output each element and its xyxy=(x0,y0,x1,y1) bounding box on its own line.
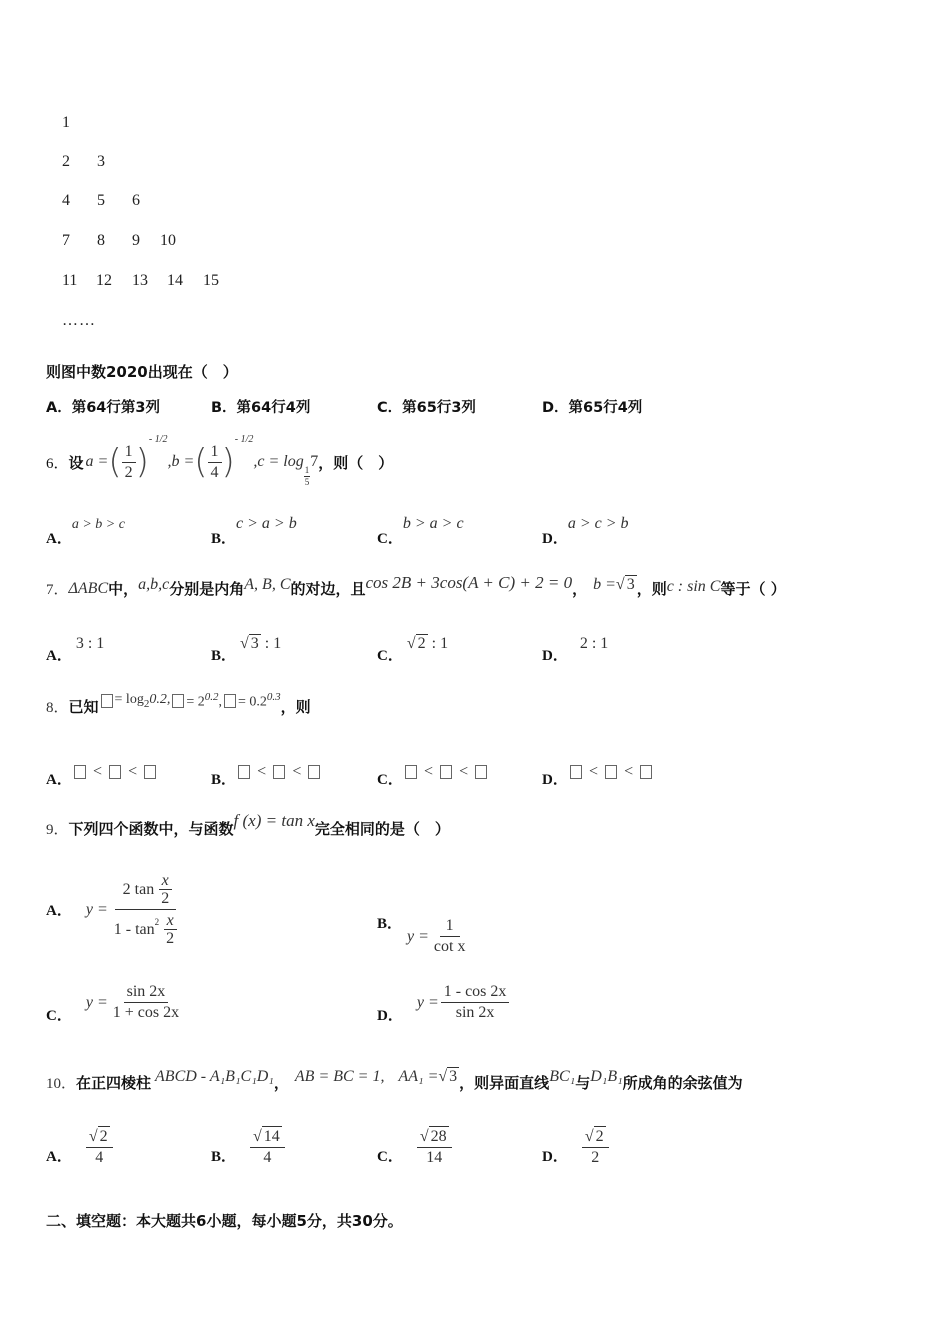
q7-text: 等于（ ） xyxy=(720,580,786,598)
q10-line2: D₁B₁ xyxy=(590,1067,623,1085)
q6-exp-a: - 1/2 xyxy=(148,434,168,445)
q10-line1: BC₁ xyxy=(549,1067,576,1085)
q7-text: 中， xyxy=(108,580,139,598)
q6-b-label: ,b = xyxy=(167,453,195,470)
q6-a-label: a = xyxy=(85,453,109,470)
q5-option-a[interactable]: A．第64行第3列 xyxy=(46,400,160,416)
q8-suffix: ，则 xyxy=(280,698,311,716)
placeholder-box xyxy=(101,694,113,708)
q9-option-c[interactable]: C． y = $\frac{\sin 2x}{1 + \cos 2x}$ xyxy=(46,983,180,1024)
q6-number: 6． xyxy=(46,455,69,472)
q10-option-c[interactable]: C． $\frac{√ 28}{14}$ xyxy=(377,1126,452,1168)
q7-option-a[interactable]: A．3 : 1 xyxy=(46,635,105,664)
q10-text: 所成角的余弦值为 xyxy=(622,1074,743,1092)
q6-option-d[interactable]: D．a > c > b xyxy=(542,515,629,547)
q9-option-d[interactable]: D． y = $\frac{1 - \cos 2x}{\sin 2x}$ xyxy=(377,982,509,1023)
q5-option-d[interactable]: D．第65行4列 xyxy=(542,400,643,416)
q8-option-d[interactable]: D． < < xyxy=(542,760,654,781)
q8-number: 8． xyxy=(46,700,69,716)
q6-exp-b: - 1/2 xyxy=(234,434,254,445)
q6-c-base: $\frac{1}{5}$ xyxy=(304,464,310,487)
placeholder-box xyxy=(224,694,236,708)
triangle-cell: 5 xyxy=(97,192,105,209)
q10-eq2: AA₁ = xyxy=(398,1067,439,1085)
q5-question: 则图中数2020出现在（ ） xyxy=(46,363,238,381)
q6-half-fraction: $\frac{1}{2}$ xyxy=(122,442,136,483)
q7-sides: a,b,c xyxy=(138,575,170,593)
q7-triangle: ΔABC xyxy=(68,579,109,597)
q7-text: ， xyxy=(572,580,588,598)
q10-option-b[interactable]: B． $\frac{√ 14}{4}$ xyxy=(211,1126,285,1168)
triangle-cell: 15 xyxy=(203,272,219,289)
triangle-cell: 11 xyxy=(62,272,78,289)
q10-prism: ABCD - A₁B₁C₁D₁ xyxy=(155,1067,274,1085)
triangle-cell: 9 xyxy=(132,232,140,249)
q7-text: 分别是内角 xyxy=(169,580,245,598)
q10-text: 与 xyxy=(575,1074,591,1092)
triangle-cell: 3 xyxy=(97,153,105,170)
q10-option-a[interactable]: A． $\frac{√ 2}{4}$ xyxy=(46,1126,113,1168)
triangle-cell: 1 xyxy=(62,114,70,131)
q6-option-b[interactable]: B．c > a > b xyxy=(211,515,297,547)
q7-equation: cos 2B + 3cos(A + C) + 2 = 0 xyxy=(365,572,573,592)
q7-text: ，则 xyxy=(636,580,667,598)
paren-right: ) xyxy=(135,442,149,482)
q10-text: ， xyxy=(273,1074,289,1092)
q6-suffix: ，则（ ） xyxy=(318,453,394,472)
triangle-cell: 7 xyxy=(62,232,70,249)
q7-b-val: √ 3 xyxy=(615,576,635,593)
q6-option-c[interactable]: C．b > a > c xyxy=(377,515,464,547)
q6-c-label: ,c = log xyxy=(253,453,304,470)
q10-eq1: AB = BC = 1, xyxy=(294,1067,385,1085)
q8-option-a[interactable]: A． < < xyxy=(46,760,158,781)
q8-stem xyxy=(46,690,311,717)
q9-option-a[interactable]: A． y = 2 tan $\frac{x}{2}$ 1 - tan 2 $\frac{x}{2}$ xyxy=(46,872,181,947)
q7-stem xyxy=(46,572,786,599)
q10-text: ，则异面直线 xyxy=(459,1074,550,1092)
triangle-cell: 12 xyxy=(96,272,112,289)
triangle-cell: 2 xyxy=(62,153,70,170)
q5-option-c[interactable]: C．第65行3列 xyxy=(377,400,476,416)
q7-text: 的对边，且 xyxy=(290,580,366,598)
q9-number: 9． xyxy=(46,822,69,838)
q10-number: 10． xyxy=(46,1076,77,1092)
q7-option-d[interactable]: D．2 : 1 xyxy=(542,635,609,664)
q9-function: f (x) = tan x xyxy=(233,810,315,830)
q7-option-c[interactable]: C．√ 2 : 1 xyxy=(377,635,449,664)
q10-prefix: 在正四棱柱 xyxy=(76,1074,152,1092)
q7-number: 7． xyxy=(46,582,69,598)
paren-left: ( xyxy=(194,442,208,482)
triangle-cell: 13 xyxy=(132,272,148,289)
q7-option-b[interactable]: B．√ 3 : 1 xyxy=(211,635,282,664)
q8-prefix: 已知 xyxy=(68,698,99,716)
triangle-cell: 10 xyxy=(160,232,176,249)
q8-expr-3: = $0.2^{0.3}$ xyxy=(237,690,281,710)
paren-right: ) xyxy=(221,442,235,482)
q6-c-arg: 7 xyxy=(310,453,319,470)
triangle-cell: 4 xyxy=(62,192,70,209)
q5-option-b[interactable]: B．第64行4列 xyxy=(211,400,311,416)
q6-stem xyxy=(46,432,393,492)
q9-prefix: 下列四个函数中，与函数 xyxy=(68,820,234,838)
section-title: 二、填空题：本大题共6小题，每小题5分，共30分。 xyxy=(46,1212,403,1230)
triangle-cell: 14 xyxy=(167,272,183,289)
q8-option-c[interactable]: C． < < xyxy=(377,760,489,781)
q7-b-eq: b = xyxy=(593,575,616,593)
q6-prefix: 设 xyxy=(68,453,84,472)
q7-angles: A, B, C xyxy=(244,575,291,593)
q8-expr-2: = $2^{0.2}$, xyxy=(186,690,222,710)
q9-stem xyxy=(46,810,450,839)
q10-stem xyxy=(46,1067,743,1093)
q8-expr-1: = $\log_20.2$, xyxy=(114,691,171,710)
paren-left: ( xyxy=(108,442,122,482)
q10-option-d[interactable]: D． $\frac{√ 2}{2}$ xyxy=(542,1126,609,1168)
q9-suffix: 完全相同的是（ ） xyxy=(314,820,450,838)
triangle-ellipsis: …… xyxy=(62,312,96,329)
triangle-cell: 6 xyxy=(132,192,140,209)
q10-eq2-rad: √ 3 xyxy=(438,1068,458,1085)
q8-option-b[interactable]: B． < < xyxy=(211,760,322,781)
q7-ratio: c : sin C xyxy=(666,577,721,595)
placeholder-box xyxy=(172,694,184,708)
q6-option-a[interactable]: A．a > b > c xyxy=(46,517,125,547)
q6-quarter-fraction: $\frac{1}{4}$ xyxy=(208,442,222,483)
triangle-cell: 8 xyxy=(97,232,105,249)
